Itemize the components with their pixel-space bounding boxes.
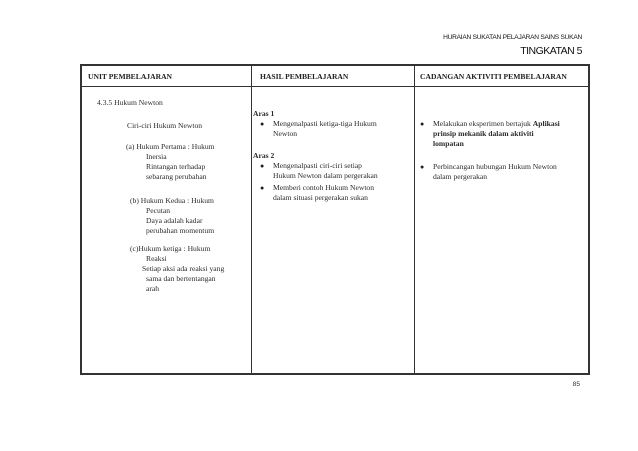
outcome-item: Newton — [273, 129, 298, 138]
law-c-line: arah — [146, 284, 160, 293]
law-a-line: Inersia — [146, 152, 167, 161]
law-c-line: Setiap aksi ada reaksi yang — [142, 264, 225, 273]
activity-item-line — [433, 119, 560, 129]
law-c-line: Reaksi — [146, 254, 167, 263]
outcome-item: Hukum Newton dalam pergerakan — [273, 171, 378, 180]
column-divider-2 — [414, 66, 415, 373]
level-2-label: Aras 2 — [253, 151, 275, 160]
law-a-line: Rintangan terhadap — [146, 162, 206, 171]
law-b-line: Pecutan — [146, 206, 171, 215]
law-a-line: sebarang perubahan — [146, 172, 207, 181]
column-divider-1 — [251, 66, 252, 373]
law-c-line: sama dan bertentangan — [146, 274, 216, 283]
outcome-item: dalam situasi pergerakan sukan — [273, 193, 368, 202]
law-a-title: (a) Hukum Pertama : Hukum — [126, 142, 215, 151]
outcome-item: Memberi contoh Hukum Newton — [273, 183, 375, 192]
activity-item: dalam pergerakan — [433, 172, 488, 181]
activity-emphasis: prinsip mekanik dalam aktiviti — [433, 129, 534, 138]
law-b-line: Daya adalah kadar — [146, 216, 203, 225]
syllabus-table — [80, 64, 590, 375]
bullet-icon: ● — [420, 163, 425, 171]
law-b-title: (b) Hukum Kedua : Hukum — [130, 196, 214, 205]
law-b-line: perubahan momentum — [146, 226, 215, 235]
bullet-icon: ● — [260, 120, 265, 128]
activity-text: Melakukan eksperimen bertajuk — [433, 119, 533, 128]
bullet-icon: ● — [260, 162, 265, 170]
document-header-title: HURAIAN SUKATAN PELAJARAN SAINS SUKAN — [443, 34, 582, 41]
activity-emphasis: lompatan — [433, 139, 464, 148]
bullet-icon: ● — [420, 120, 425, 128]
column-header-outcomes: HASIL PEMBELAJARAN — [260, 72, 349, 81]
page-number: 85 — [572, 381, 580, 388]
outcome-item: Mengenalpasti ciri-ciri setiap — [273, 161, 362, 170]
law-c-title: (c)Hukum ketiga : Hukum — [130, 244, 211, 253]
header-divider — [82, 86, 588, 87]
activity-emphasis: Aplikasi — [532, 119, 560, 128]
level-1-label: Aras 1 — [253, 109, 275, 118]
column-header-unit: UNIT PEMBELAJARAN — [88, 72, 173, 81]
outcome-item: Mengenalpasti ketiga-tiga Hukum — [273, 119, 377, 128]
activity-item: Perbincangan hubungan Hukum Newton — [433, 162, 557, 171]
bullet-icon: ● — [260, 184, 265, 192]
column-header-activities: CADANGAN AKTIVITI PEMBELAJARAN — [420, 72, 567, 81]
document-header-form: TINGKATAN 5 — [520, 45, 582, 57]
unit-subtitle: Ciri-ciri Hukum Newton — [127, 121, 203, 130]
unit-topic: 4.3.5 Hukum Newton — [97, 98, 163, 107]
